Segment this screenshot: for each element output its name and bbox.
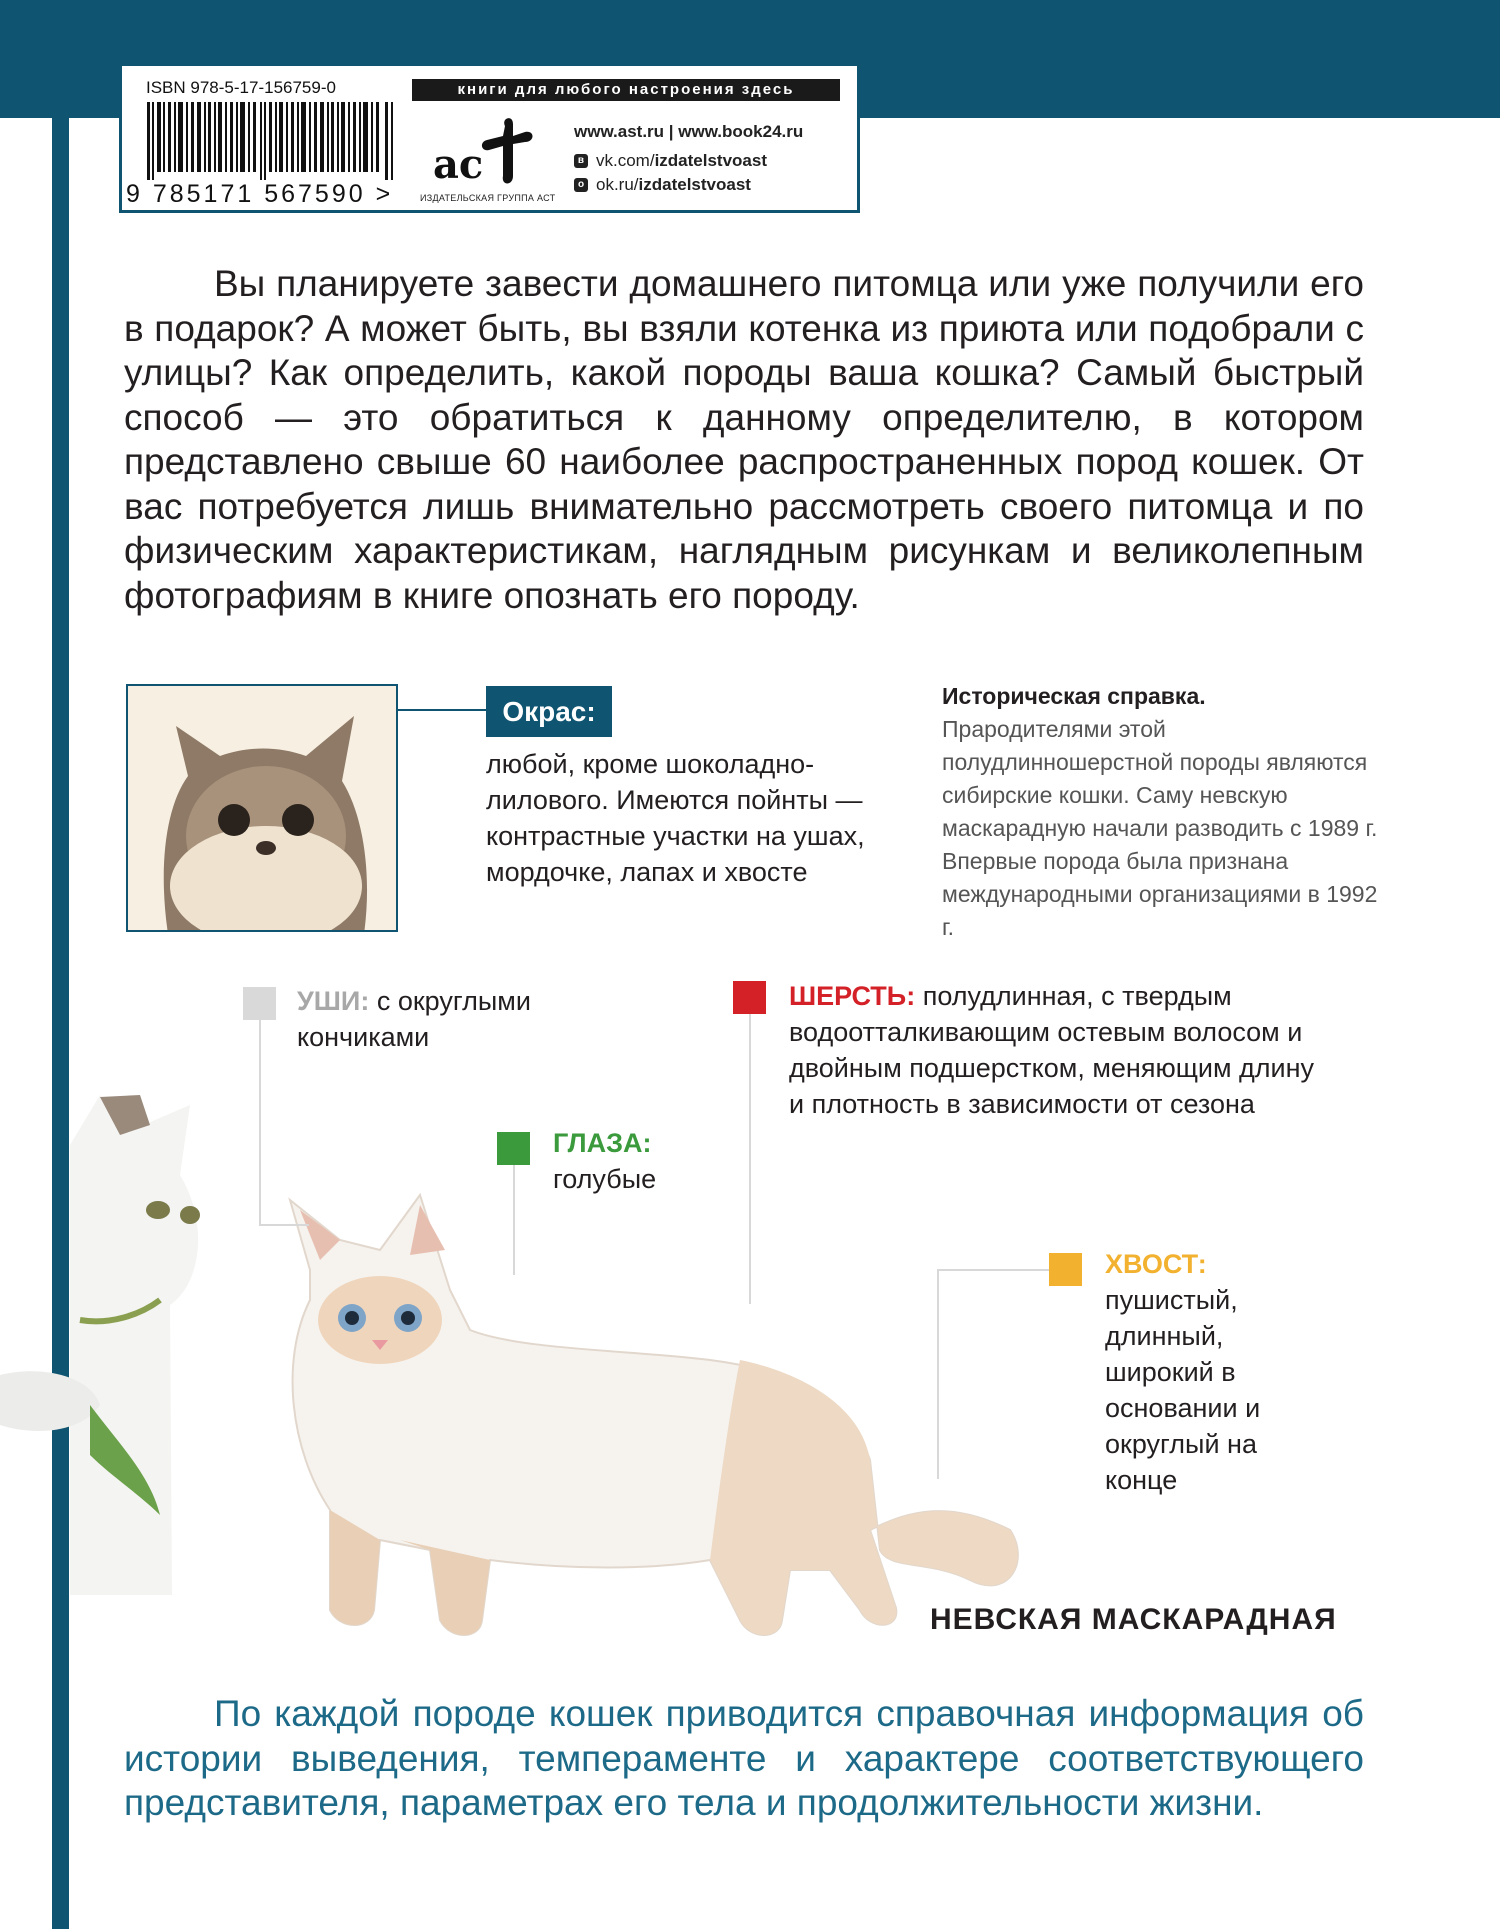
ears-marker bbox=[243, 987, 276, 1020]
barcode-digits: 9 785171 567590 > bbox=[126, 180, 394, 208]
eyes-marker bbox=[497, 1132, 530, 1165]
tail-leader bbox=[937, 1269, 939, 1479]
history-note bbox=[942, 680, 1382, 944]
vk-icon: в bbox=[574, 154, 588, 168]
cat-photo bbox=[126, 684, 398, 932]
ears-leader-h bbox=[259, 1224, 309, 1226]
history-text: Прародителями этой полудлинношерстной породы являются сибирские кошки. Саму невскую маскарадную начали разводить с 1989 г. Впервые порода была признана международными организациями в 1992 г. bbox=[942, 716, 1378, 940]
peeking-cat-photo bbox=[0, 1075, 240, 1595]
barcode bbox=[147, 102, 399, 180]
coat-marker bbox=[733, 981, 766, 1014]
breed-name: НЕВСКАЯ МАСКАРАДНАЯ bbox=[930, 1603, 1337, 1636]
ears-callout bbox=[297, 983, 627, 1055]
eyes-label: ГЛАЗА: bbox=[553, 1128, 652, 1158]
tail-leader-h bbox=[937, 1269, 1049, 1271]
publisher-box bbox=[119, 63, 860, 213]
okras-label: Окрас: bbox=[486, 686, 612, 737]
cat-illustration bbox=[270, 1180, 1030, 1650]
ok-icon: о bbox=[574, 178, 588, 192]
eyes-text: голубые bbox=[553, 1164, 657, 1194]
coat-callout bbox=[789, 978, 1329, 1122]
publisher-sites[interactable]: www.ast.ru | www.book24.ru bbox=[574, 122, 804, 141]
spine-stripe bbox=[52, 118, 69, 1929]
ears-text: с округлыми кончиками bbox=[297, 986, 531, 1052]
outro-paragraph: По каждой породе кошек приводится справочная информация об истории выведения, темпераменте и характере соответствующего представителя, параметрах его тела и продолжительности жизни. bbox=[124, 1693, 1364, 1823]
coat-leader bbox=[749, 1014, 751, 1304]
okras-text: любой, кроме шоколадно-лилового. Имеются пойнты — контрастные участки на ушах, мордочке, лапах и хвосте bbox=[486, 749, 865, 887]
tail-marker bbox=[1049, 1253, 1082, 1286]
intro-paragraph: Вы планируете завести домашнего питомца или уже получили его в подарок? А может быть, вы взяли котенка из приюта или подобрали с улицы? Как определить, какой породы ваша кошка? Самый быстрый способ — это обратиться к данному определителю, в котором представлено свыше 60 наиболее распространенных пород кошек. От вас потребуется лишь внимательно рассмотреть своего питомца и по физическим характеристикам, наглядным рисункам и великолепным фотографиям в книге опознать его породу. bbox=[124, 263, 1364, 616]
isbn: ISBN 978-5-17-156759-0 bbox=[146, 78, 336, 97]
vk-link[interactable]: в vk.com/ izdatelstvoast bbox=[574, 151, 803, 171]
coat-text: полудлинная, с твердым водоотталкивающим остевым волосом и двойным подшерстком, меняющим длину и плотность в зависимости от сезона bbox=[789, 981, 1315, 1119]
publisher-slogan: книги для любого настроения здесь bbox=[412, 79, 840, 101]
eyes-leader bbox=[513, 1165, 515, 1275]
publisher-subtitle: ИЗДАТЕЛЬСКАЯ ГРУППА АСТ bbox=[420, 193, 556, 203]
tail-callout bbox=[1105, 1246, 1305, 1498]
svg-text:ac: ac bbox=[433, 141, 484, 188]
ast-logo bbox=[427, 106, 557, 206]
history-title: Историческая справка. bbox=[942, 683, 1206, 709]
coat-label: ШЕРСТЬ: bbox=[789, 981, 916, 1011]
eyes-callout bbox=[553, 1125, 753, 1197]
tail-text: пушистый, длинный, широкий в основании и округлый на конце bbox=[1105, 1285, 1261, 1495]
tail-label: ХВОСТ: bbox=[1105, 1249, 1207, 1279]
publisher-links bbox=[574, 122, 803, 195]
ears-leader bbox=[259, 1020, 261, 1225]
ok-link[interactable]: о ok.ru/ izdatelstvoast bbox=[574, 175, 803, 195]
photo-connector bbox=[398, 709, 486, 711]
ears-label: УШИ: bbox=[297, 986, 370, 1016]
